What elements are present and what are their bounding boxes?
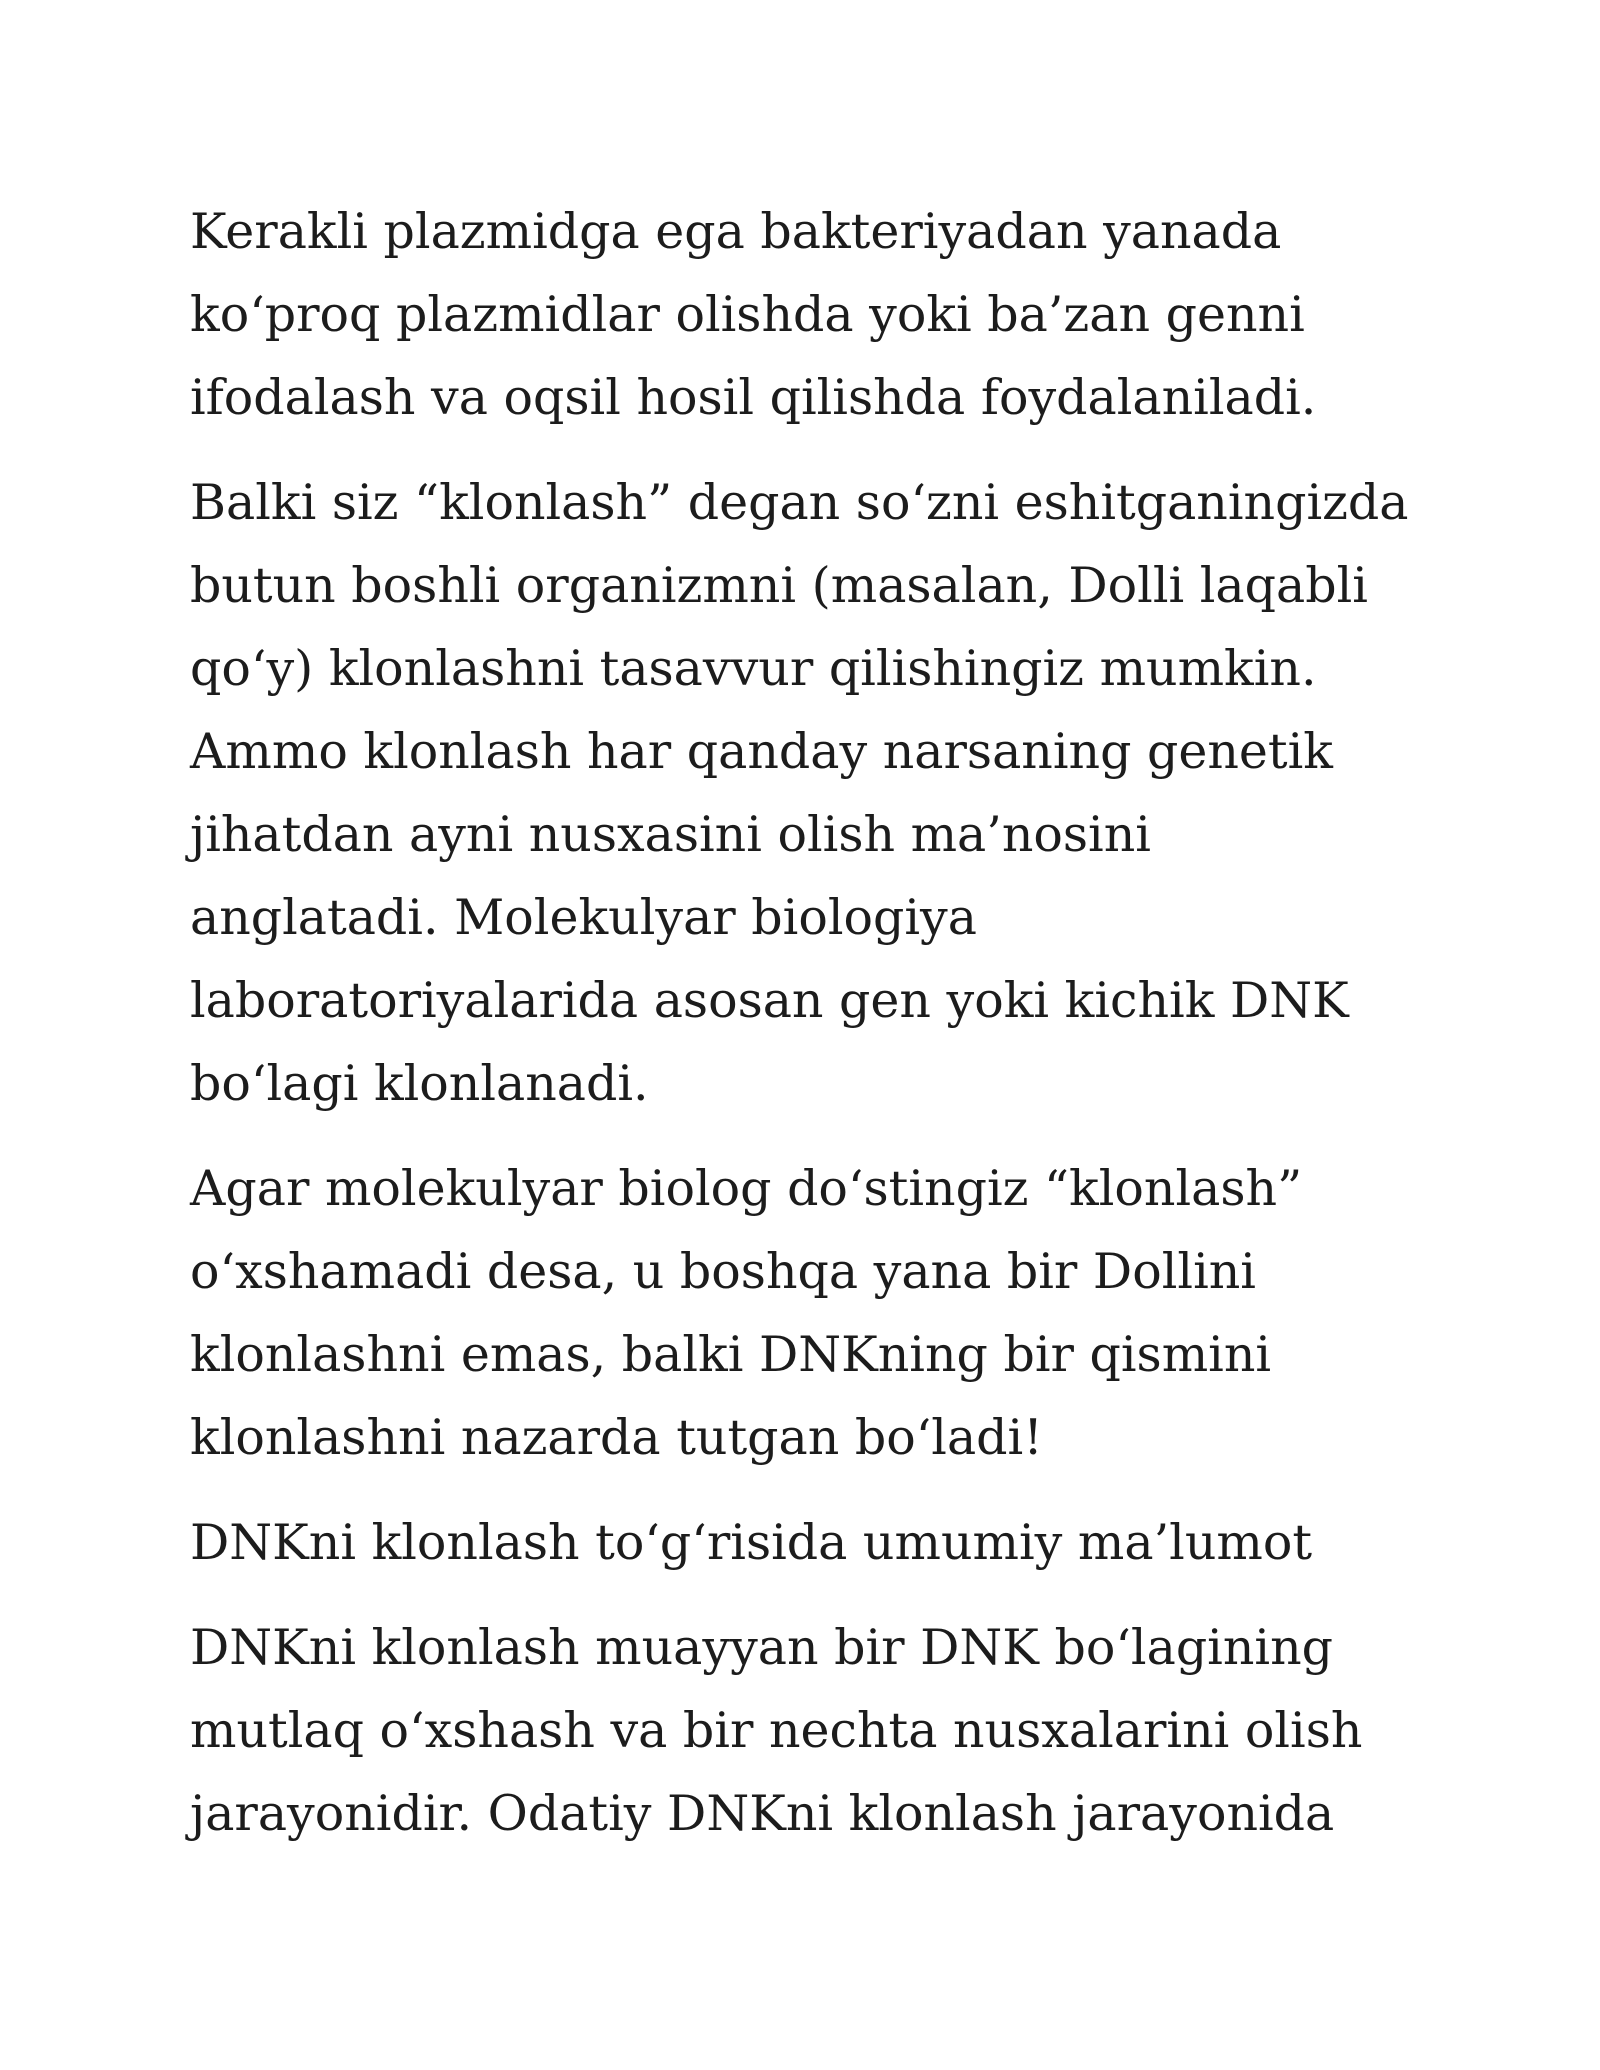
text-line: mutlaq o‘xshash va bir nechta nusxalarini olish	[190, 1702, 1363, 1759]
text-line: Kerakli plazmidga ega bakteriyadan yanada	[190, 203, 1282, 260]
text-line: klonlashni emas, balki DNKning bir qismini	[190, 1326, 1272, 1383]
paragraph-dna-cloning-overview	[190, 1606, 1420, 1855]
heading-line: DNKni klonlash to‘g‘risida umumiy ma’lumot	[190, 1514, 1313, 1571]
text-line: ko‘proq plazmidlar olishda yoki ba’zan genni	[190, 286, 1305, 343]
text-line: qo‘y) klonlashni tasavvur qilishingiz mumkin.	[190, 640, 1317, 697]
text-line: Agar molekulyar biolog do‘stingiz “klonlash”	[190, 1160, 1303, 1217]
text-line: jarayonidir. Odatiy DNKni klonlash jarayonida	[190, 1785, 1335, 1842]
document-page	[190, 190, 1420, 1877]
paragraph-cloning-meaning	[190, 461, 1420, 1125]
section-heading	[190, 1501, 1420, 1584]
text-line: jihatdan ayni nusxasini olish ma’nosini	[190, 806, 1151, 863]
text-line: o‘xshamadi desa, u boshqa yana bir Dollini	[190, 1243, 1256, 1300]
text-line: ifodalash va oqsil hosil qilishda foydalaniladi.	[190, 369, 1317, 426]
text-line: Ammo klonlash har qanday narsaning genetik	[190, 723, 1333, 780]
paragraph-plasmid-use	[190, 190, 1420, 439]
text-line: Balki siz “klonlash” degan so‘zni eshitganingizda	[190, 474, 1409, 531]
text-line: klonlashni nazarda tutgan bo‘ladi!	[190, 1409, 1043, 1466]
text-line: butun boshli organizmni (masalan, Dolli laqabli	[190, 557, 1368, 614]
paragraph-biologist-friend	[190, 1147, 1420, 1479]
text-line: DNKni klonlash muayyan bir DNK bo‘lagining	[190, 1619, 1334, 1676]
text-line: laboratoriyalarida asosan gen yoki kichik DNK	[190, 972, 1349, 1029]
text-line: bo‘lagi klonlanadi.	[190, 1055, 649, 1112]
text-line: anglatadi. Molekulyar biologiya	[190, 889, 977, 946]
